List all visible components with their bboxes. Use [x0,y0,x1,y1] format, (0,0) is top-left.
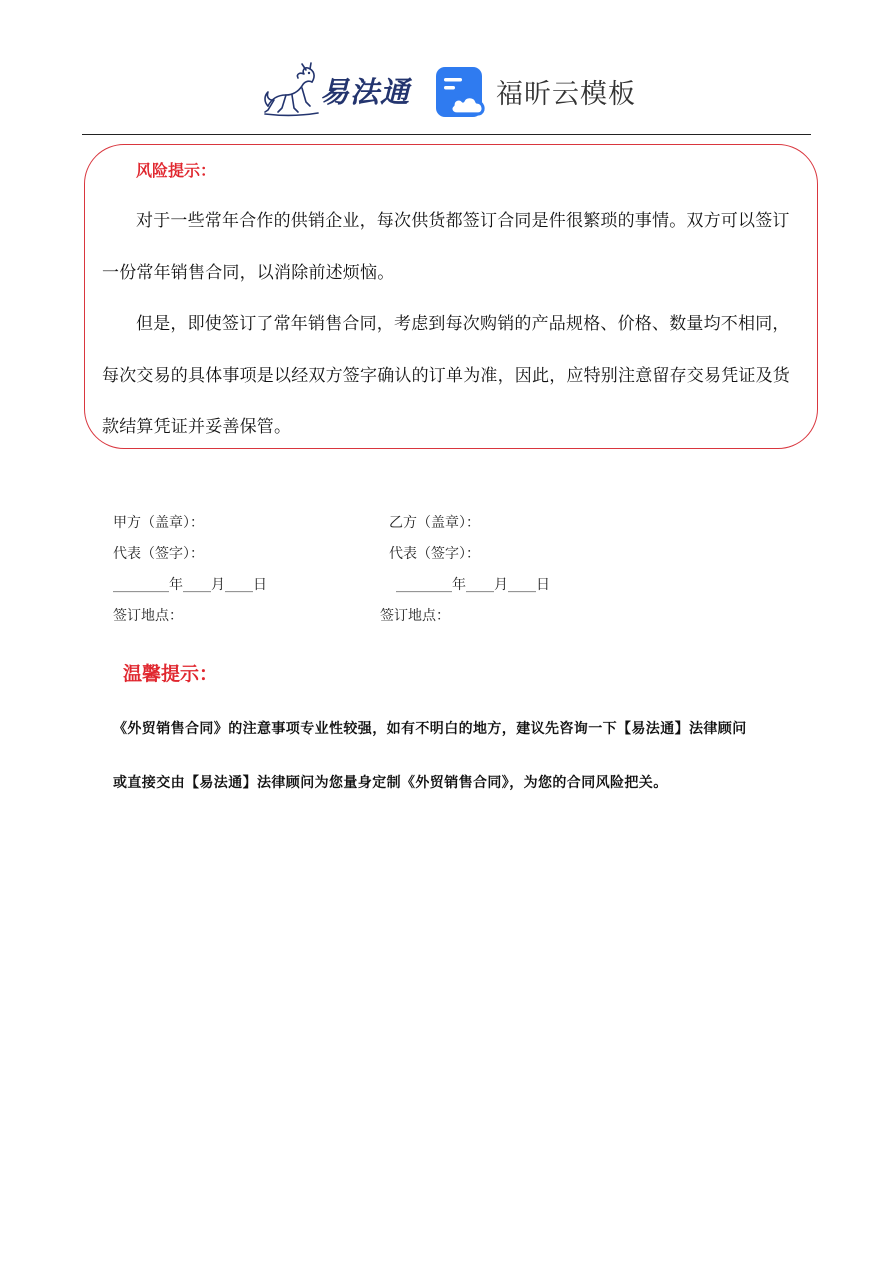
header-divider [82,134,811,135]
party-a-date-line: ________年____月____日 [113,577,267,593]
risk-notice-title: 风险提示： [136,161,217,180]
fuxin-logo-text: 福昕云模板 [496,79,636,110]
warm-tip-line: 或直接交由【易法通】法律顾问为您量身定制《外贸销售合同》，为您的合同风险把关。 [113,775,668,791]
party-a-rep-label: 代表（签字）： [113,546,204,562]
party-b-rep-label: 代表（签字）： [389,546,480,562]
yifatong-logo-text: 易法通 [320,75,411,109]
party-b-place-label: 签订地点： [380,608,450,624]
risk-paragraph: 但是，即使签订了常年销售合同，考虑到每次购销的产品规格、价格、数量均不相同，每次交易的具体事项是以经双方签字确认的订单为准，因此，应特别注意留存交易凭证及货款结算凭证并妥善保管。 [102,314,790,437]
party-a-place-label: 签订地点： [113,608,183,624]
yifatong-logo [262,62,412,118]
party-a-seal-label: 甲方（盖章）： [113,515,204,531]
document-header [0,0,893,136]
warm-tip-title: 温馨提示： [123,663,219,685]
party-b-date-line: ________年____月____日 [396,577,550,593]
warm-tip-line: 《外贸销售合同》的注意事项专业性较强，如有不明白的地方，建议先咨询一下【易法通】法律顾问 [113,721,747,737]
risk-paragraph: 对于一些常年合作的供销企业，每次供货都签订合同是件很繁琐的事情。双方可以签订一份常年销售合同，以消除前述烦恼。 [102,211,790,283]
fuxin-cloud-icon [435,66,487,118]
party-b-seal-label: 乙方（盖章）： [389,515,480,531]
risk-notice-body [102,196,792,454]
qilin-icon [262,62,322,118]
